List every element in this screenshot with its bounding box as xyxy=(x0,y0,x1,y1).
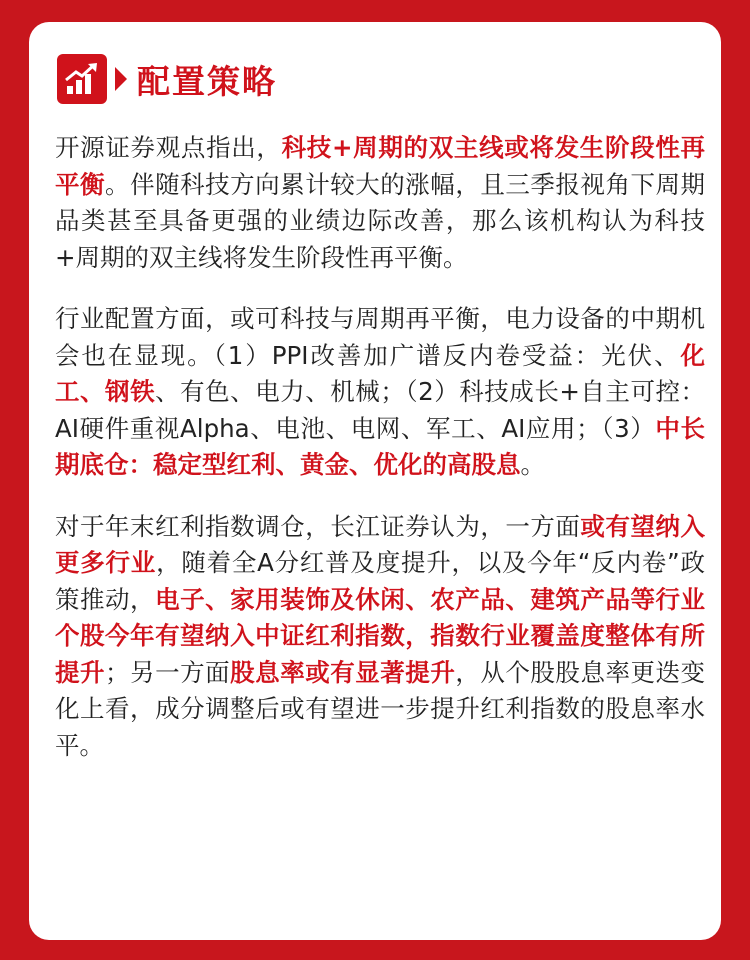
highlight-segment: 科技+周期的双主线或将发生阶段性再平衡 xyxy=(55,133,705,199)
text-segment: ，从个股股息率更迭变化上看，成分调整后或有望进一步提升红利指数的股息率水平。 xyxy=(55,657,706,760)
section-title: 配置策略 xyxy=(137,61,277,101)
paragraph-1 xyxy=(55,130,705,276)
highlight-segment: 中长期底仓：稳定型红利、黄金、优化的高股息 xyxy=(55,413,706,479)
text-segment: 。 xyxy=(520,450,545,479)
paragraph-3 xyxy=(55,509,705,765)
section-header xyxy=(57,54,277,104)
article-body xyxy=(55,130,705,789)
chart-growth-icon xyxy=(57,54,107,104)
text-segment: 开源证券观点指出， xyxy=(55,133,282,162)
highlight-segment: 化工、钢铁 xyxy=(55,340,705,406)
text-segment: 行业配置方面，或可科技与周期再平衡，电力设备的中期机会也在显现。（1）PPI改善加广谱反内卷受益：光伏、 xyxy=(55,304,705,370)
text-segment: 对于年末红利指数调仓，长江证券认为，一方面 xyxy=(55,511,581,541)
text-segment: 、有色、电力、机械；（2）科技成长+自主可控：AI硬件重视Alpha、电池、电网、军工、AI应用；（3） xyxy=(55,377,706,443)
text-segment: ；另一方面 xyxy=(105,657,231,687)
highlight-segment: 股息率或有显著提升 xyxy=(230,657,456,687)
text-segment: ，随着全A分红普及度提升，以及今年“反内卷”政策推动， xyxy=(55,548,705,614)
text-segment: 。伴随科技方向累计较大的涨幅，且三季报视角下周期品类甚至具备更强的业绩边际改善，那么该机构认为科技+周期的双主线将发生阶段性再平衡。 xyxy=(55,169,706,272)
arrow-right-icon xyxy=(115,67,127,91)
paragraph-2 xyxy=(55,301,705,484)
highlight-segment: 或有望纳入更多行业 xyxy=(55,511,706,577)
content-card xyxy=(29,22,721,940)
highlight-segment: 电子、家用装饰及休闲、农产品、建筑产品等行业个股今年有望纳入中证红利指数，指数行业覆盖度整体有所提升 xyxy=(55,584,706,687)
